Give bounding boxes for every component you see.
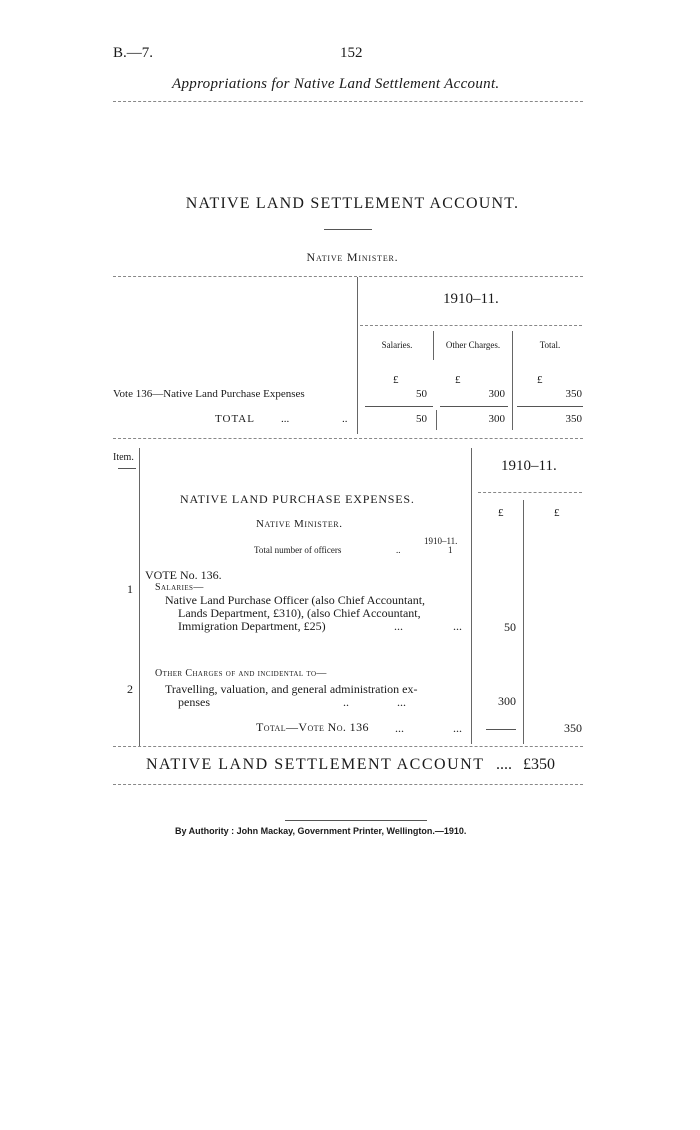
detail-currency-2: £ — [554, 507, 560, 519]
summary-total-dots: ... — [281, 413, 290, 425]
item-2-line-1: Travelling, valuation, and general administration ex- — [165, 682, 418, 696]
summary-total-dots2: .. — [342, 413, 348, 425]
page-subtitle: Appropriations for Native Land Settlement Account. — [172, 76, 500, 92]
officers-count: 1 — [448, 545, 453, 555]
vote-total-dots: ... — [395, 721, 404, 735]
summary-row-total: 350 — [565, 388, 582, 400]
summary-row-other: 300 — [488, 388, 505, 400]
summary-col-divider-1 — [433, 331, 434, 360]
amount-column-divider — [471, 448, 472, 744]
header-rule — [113, 101, 583, 102]
item-2-amount: 300 — [498, 694, 516, 708]
summary-year: 1910–11. — [443, 291, 499, 307]
item-header-rule — [118, 468, 136, 469]
item-2-number: 2 — [127, 682, 133, 696]
page-number: 152 — [340, 45, 363, 61]
summary-col-total: Total. — [539, 340, 561, 350]
amount-subcolumn-divider — [523, 500, 524, 744]
item-1-number: 1 — [127, 582, 133, 596]
summary-top-rule — [113, 276, 583, 277]
summary-divider — [357, 277, 358, 434]
item-1-line-2: Lands Department, £310), (also Chief Accountant, — [178, 606, 421, 620]
summary-col-divider-2 — [512, 331, 513, 430]
officers-dots: .. — [396, 545, 401, 555]
summary-currency-other: £ — [455, 374, 461, 386]
grand-total-label: NATIVE LAND SETTLEMENT ACCOUNT — [146, 756, 485, 773]
title-rule — [324, 229, 372, 230]
vote-total-amount: 350 — [564, 721, 582, 735]
officers-label: Total number of officers — [254, 545, 342, 555]
account-title: NATIVE LAND SETTLEMENT ACCOUNT. — [185, 195, 520, 212]
vote-total-dots2: ... — [453, 721, 462, 735]
document-reference: B.—7. — [113, 45, 154, 61]
summary-total-divider — [436, 410, 437, 430]
printer-imprint: By Authority : John Mackay, Government Printer, Wellington.—1910. — [175, 826, 467, 836]
section-minister: Native Minister. — [256, 518, 343, 530]
detail-year-rule — [478, 492, 582, 493]
summary-sum-rule-2 — [440, 406, 508, 407]
item-1-amount: 50 — [504, 620, 516, 634]
summary-currency-total: £ — [537, 374, 543, 386]
item-1-dots2: ... — [453, 619, 462, 633]
item-column-header: Item. — [113, 452, 134, 463]
summary-row-label: Vote 136—Native Land Purchase Expenses — [113, 388, 305, 400]
summary-currency-salaries: £ — [393, 374, 399, 386]
other-charges-heading: Other Charges of and incidental to— — [155, 668, 327, 679]
item-column-divider — [139, 448, 140, 746]
vote-heading: VOTE No. 136. — [145, 568, 222, 582]
summary-row-salaries: 50 — [416, 388, 427, 400]
footer-rule — [285, 820, 427, 821]
officers-year: 1910–11. — [424, 536, 458, 546]
summary-total-total: 350 — [565, 413, 582, 425]
grand-total-amount: £350 — [523, 756, 555, 773]
detail-currency-1: £ — [498, 507, 504, 519]
detail-year: 1910–11. — [501, 458, 557, 474]
item-2-dots2: ... — [397, 695, 406, 709]
detail-bottom-rule — [113, 746, 583, 747]
summary-sum-rule-3 — [517, 406, 583, 407]
item-2-line-2: penses — [178, 695, 210, 709]
summary-sum-rule-1 — [365, 406, 433, 407]
summary-col-other-charges: Other Charges. — [445, 340, 501, 350]
account-minister: Native Minister. — [306, 250, 399, 264]
grand-total-rule — [113, 784, 583, 785]
summary-total-label: TOTAL — [215, 413, 255, 425]
grand-total-dots: .... — [496, 756, 512, 773]
summary-bottom-rule — [113, 438, 583, 439]
summary-year-rule — [360, 325, 582, 326]
item-1-dots: ... — [394, 619, 403, 633]
section-title: NATIVE LAND PURCHASE EXPENSES. — [180, 492, 415, 506]
item-2-dots: .. — [343, 695, 349, 709]
summary-total-salaries: 50 — [416, 413, 427, 425]
summary-total-other: 300 — [488, 413, 505, 425]
detail-sum-rule — [486, 729, 516, 730]
item-1-line-1: Native Land Purchase Officer (also Chief Accountant, — [165, 593, 426, 607]
vote-total-label: Total—Vote No. 136 — [256, 720, 369, 734]
salaries-heading: Salaries— — [155, 582, 204, 593]
item-1-line-3: Immigration Department, £25) — [178, 619, 326, 633]
summary-col-salaries: Salaries. — [381, 340, 413, 350]
